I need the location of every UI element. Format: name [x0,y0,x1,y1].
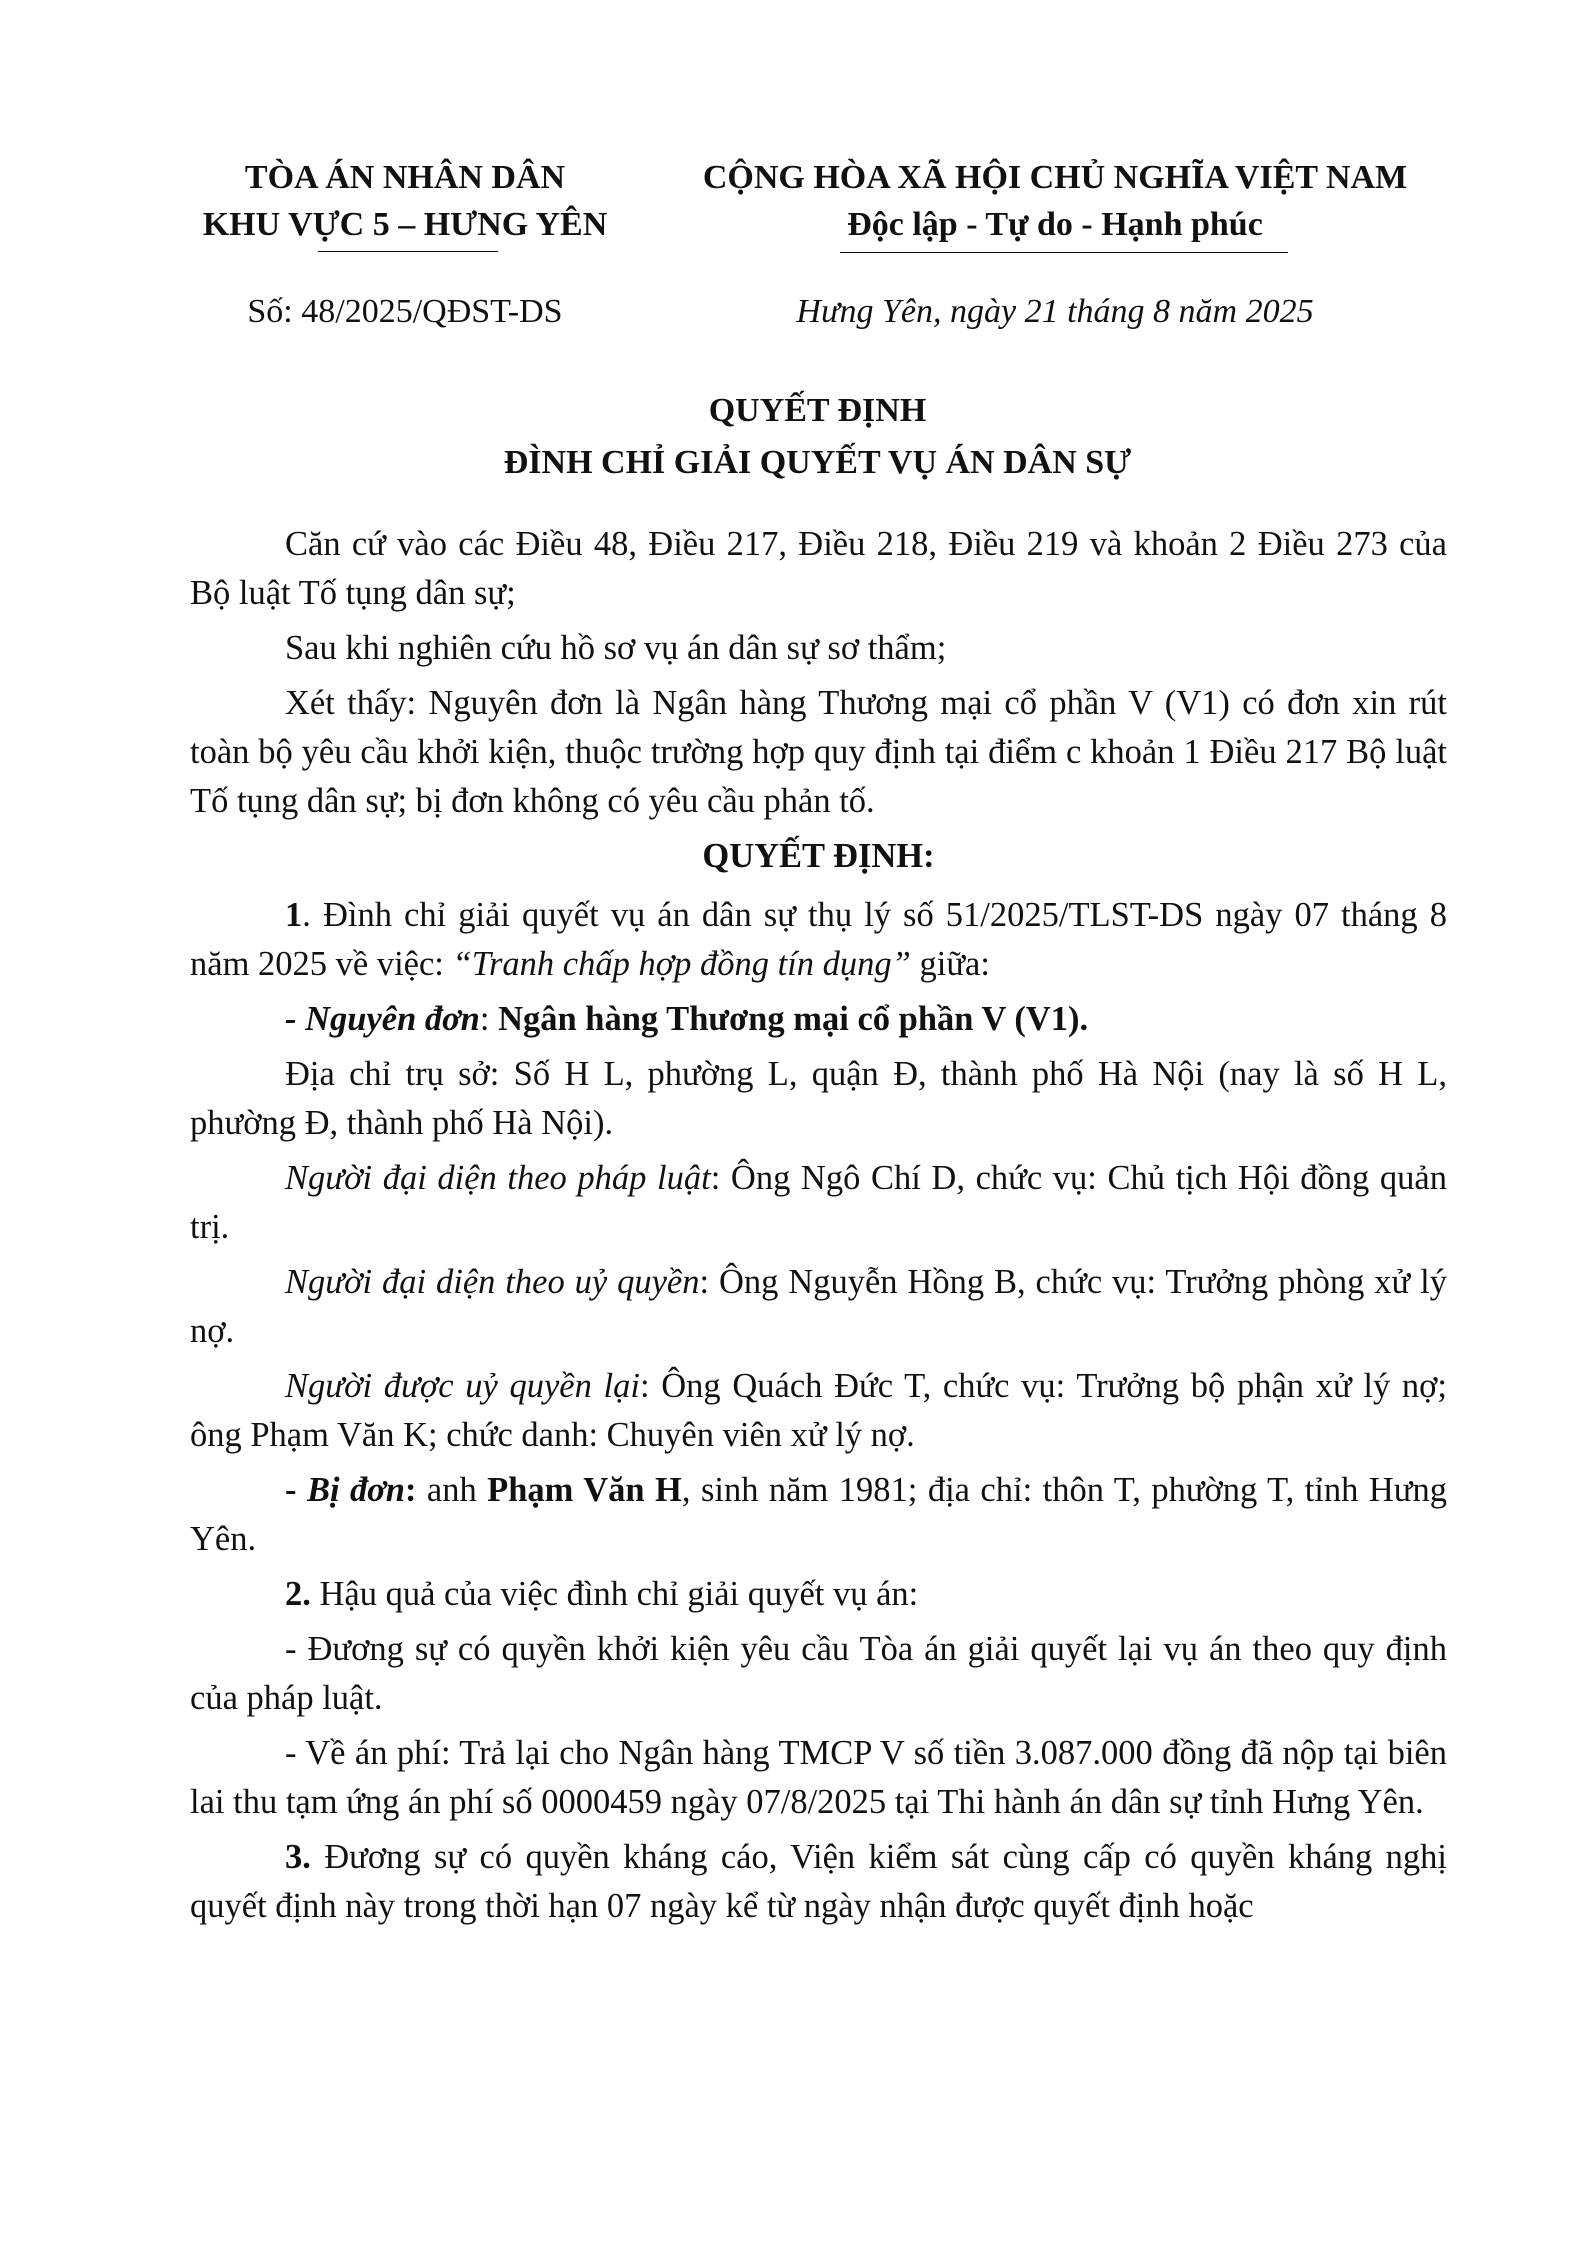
preamble-legal-basis: Căn cứ vào các Điều 48, Điều 217, Điều 218, Điều 219 và khoản 2 Điều 273 của Bộ luật Tố tụng dân sự; [190,525,1447,612]
legal-rep-text: : Ông Ngô Chí D, chức vụ: Chủ tịch Hội đồng quản trị. [190,1159,1447,1246]
item-2-number: 2. [285,1575,311,1613]
item-2-heading: Hậu quả của việc đình chỉ giải quyết vụ án: [310,1575,919,1613]
item-2-court-fee: - Về án phí: Trả lại cho Ngân hàng TMCP V số tiền 3.087.000 đồng đã nộp tại biên lai thu tạm ứng án phí số 0000459 ngày 07/8/2025 tại Thi hành án dân sự tỉnh Hưng Yên. [190,1734,1447,1821]
defendant-dash: - [285,1471,307,1509]
defendant-name: Phạm Văn H [487,1471,682,1509]
nation-name: CỘNG HÒA XÃ HỘI CHỦ NGHĨA VIỆT NAM [702,159,1408,196]
defendant-colon: : [404,1471,417,1509]
document-place-date: Hưng Yên, ngày 21 tháng 8 năm 2025 [796,293,1314,330]
preamble-review: Sau khi nghiên cứu hồ sơ vụ án dân sự sơ thẩm; [285,629,947,667]
item-3 [190,1833,1447,1931]
court-underline [318,251,498,252]
document-body [190,520,1447,1937]
auth-rep-label: Người đại diện theo uỷ quyền [285,1263,700,1301]
item-1 [190,891,1447,989]
item-3-text: Đương sự có quyền kháng cáo, Viện kiểm sát cùng cấp có quyền kháng nghị quyết định này trong thời hạn 07 ngày kể từ ngày nhận được quyết định hoặc [190,1838,1447,1925]
preamble-consideration: Xét thấy: Nguyên đơn là Ngân hàng Thương mại cổ phần V (V1) có đơn xin rút toàn bộ yêu cầu khởi kiện, thuộc trường hợp quy định tại điểm c khoản 1 Điều 217 Bộ luật Tố tụng dân sự; bị đơn không có yêu cầu phản tố. [190,684,1447,820]
defendant-prefix: anh [416,1471,488,1509]
title-line-1: QUYẾT ĐỊNH [708,392,927,429]
title-line-2: ĐÌNH CHỈ GIẢI QUYẾT VỤ ÁN DÂN SỰ [503,444,1132,481]
decision-heading: QUYẾT ĐỊNH: [702,837,935,875]
plaintiff [190,995,1447,1044]
defendant-label: Bị đơn [306,1471,405,1509]
sub-auth-text: : Ông Quách Đức T, chức vụ: Trưởng bộ phận xử lý nợ; ông Phạm Văn K; chức danh: Chuyên viên xử lý nợ. [190,1367,1447,1454]
plaintiff-label: - Nguyên đơn [285,1000,480,1038]
item-2-right-to-sue: - Đương sự có quyền khởi kiện yêu cầu Tòa án giải quyết lại vụ án theo quy định của pháp luật. [190,1630,1447,1717]
item-2 [190,1570,1447,1619]
motto-underline [840,252,1288,253]
legal-representative [190,1154,1447,1252]
document-title [190,385,1445,489]
court-name: TÒA ÁN NHÂN DÂN [244,159,566,196]
court-header [180,154,630,248]
defendant-details: , sinh năm 1981; địa chỉ: thôn T, phường T, tỉnh Hưng Yên. [190,1471,1447,1558]
plaintiff-name: Ngân hàng Thương mại cổ phần V (V1). [498,1000,1089,1038]
legal-rep-label: Người đại diện theo pháp luật [285,1159,711,1197]
authorized-representative [190,1258,1447,1356]
court-region: KHU VỰC 5 – HƯNG YÊN [202,206,608,243]
plaintiff-address: Địa chỉ trụ sở: Số H L, phường L, quận Đ, thành phố Hà Nội (nay là số H L, phường Đ, thành phố Hà Nội). [190,1055,1447,1142]
sub-authorized-representative [190,1362,1447,1460]
sub-auth-label: Người được uỷ quyền lại [285,1367,640,1405]
item-1-text-b: giữa: [910,945,990,983]
item-1-number: 1 [285,896,303,934]
auth-rep-text: : Ông Nguyễn Hồng B, chức vụ: Trưởng phòng xử lý nợ. [190,1263,1447,1350]
defendant [190,1466,1447,1564]
nation-motto: Độc lập - Tự do - Hạnh phúc [847,206,1263,243]
item-3-number: 3. [285,1838,311,1876]
national-header [660,154,1450,248]
item-1-text-a: . Đình chỉ giải quyết vụ án dân sự thụ lý số 51/2025/TLST-DS ngày 07 tháng 8 năm 2025 về việc: [190,896,1447,983]
item-1-case-type: “Tranh chấp hợp đồng tín dụng” [452,945,911,983]
plaintiff-separator: : [479,1000,499,1038]
document-number: Số: 48/2025/QĐST-DS [247,293,563,330]
